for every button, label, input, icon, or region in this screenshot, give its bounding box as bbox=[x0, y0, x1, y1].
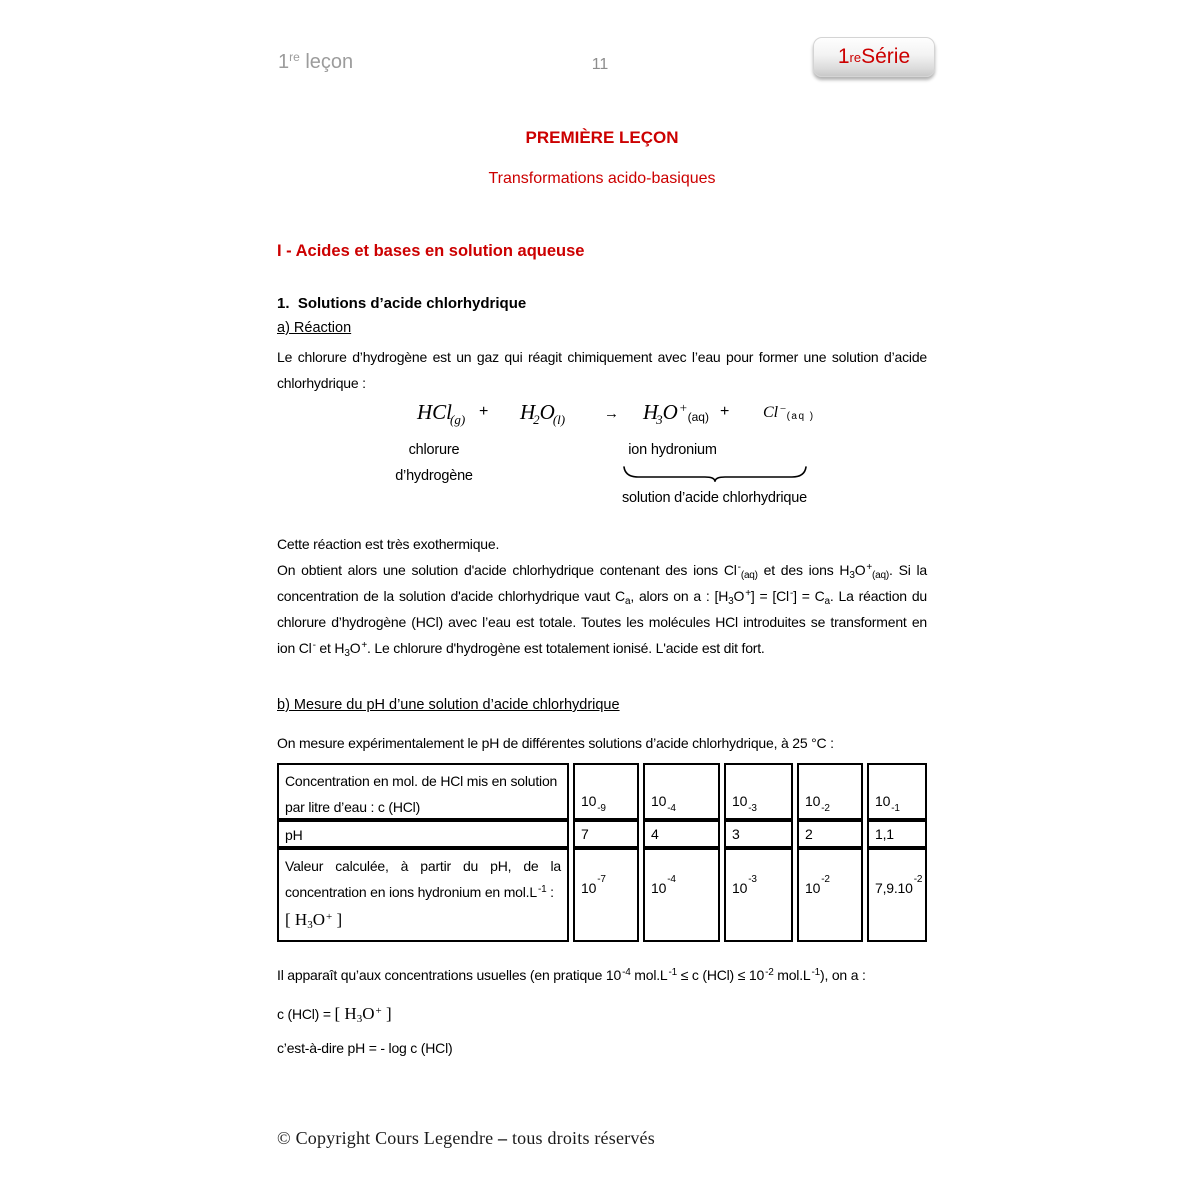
concentration-label-line1: Concentration en mol. de HCl mis en solution bbox=[285, 773, 558, 789]
table-cell-ph-label: pH bbox=[277, 820, 569, 848]
equation-term-h2o: $H_2O_{(l)}$ bbox=[520, 400, 566, 427]
reaction-arrow-icon: → bbox=[604, 405, 619, 422]
equation-term-hcl: HCl$_{(g)}$ bbox=[417, 400, 466, 427]
hydronium-formula: [ $H_3O^+$ ] bbox=[285, 910, 343, 931]
table-cell-concentration-value: 10 -1 bbox=[867, 763, 927, 820]
ph-table bbox=[277, 763, 927, 942]
subsection-heading: 1. Solutions d’acide chlorhydrique bbox=[277, 295, 527, 312]
table-cell-hydronium-value: 10 -4 bbox=[643, 848, 720, 942]
table-cell-ph-value: 3 bbox=[724, 820, 793, 848]
table-cell-concentration-value: 10 -2 bbox=[797, 763, 863, 820]
table-cell-ph-value: 1,1 bbox=[867, 820, 927, 848]
exothermic-paragraph: Cette réaction est très exothermique. bbox=[277, 536, 500, 552]
table-cell-hydronium-value: 10 -2 bbox=[797, 848, 863, 942]
table-cell-hydronium-label bbox=[277, 848, 569, 942]
lesson-ordinal-suffix: re bbox=[289, 50, 300, 64]
table-cell-hydronium-value: 10 -7 bbox=[573, 848, 639, 942]
plus-sign: + bbox=[479, 403, 489, 420]
series-ordinal-suffix: re bbox=[849, 49, 862, 65]
series-number: 1 bbox=[837, 45, 850, 68]
label-ion-hydronium: ion hydronium bbox=[628, 442, 717, 458]
table-cell-ph-value: 7 bbox=[573, 820, 639, 848]
table-cell-concentration-label bbox=[277, 763, 569, 820]
c-hcl-formula: c (HCl) = [ $H_3O^+$ ] bbox=[277, 1004, 392, 1025]
log-formula: c’est-à-dire pH = - log c (HCl) bbox=[277, 1040, 453, 1056]
table-cell-concentration-value: 10 -3 bbox=[724, 763, 793, 820]
table-cell-hydronium-value: 7,9.10 -2 bbox=[867, 848, 927, 942]
section-heading: I - Acides et bases en solution aqueuse bbox=[277, 242, 585, 260]
plus-sign: + bbox=[720, 403, 730, 420]
ph-measure-heading: b) Mesure du pH d’une solution d’acide chlorhydrique bbox=[277, 697, 620, 713]
underbrace-icon bbox=[622, 464, 808, 482]
page-number: 11 bbox=[591, 56, 609, 73]
table-cell-ph-value: 4 bbox=[643, 820, 720, 848]
label-chlorure-line1: chlorure bbox=[408, 442, 460, 458]
series-word: Série bbox=[861, 45, 911, 68]
usual-concentrations-paragraph: Il apparaît qu’aux concentrations usuelles (en pratique $10^{-4}$ $mol.L^{-1} \le c$ $(HCl) \le 10^{-2}$ $mol.L^{-1}$), on a : bbox=[277, 967, 866, 983]
table-cell-ph-value: 2 bbox=[797, 820, 863, 848]
table-cell-concentration-value: 10 -9 bbox=[573, 763, 639, 820]
chemical-equation bbox=[277, 400, 927, 515]
hydronium-label-text: Valeur calculée, à partir du pH, de la concentration en ions hydronium en $mol.L^{-1}$ : bbox=[285, 858, 561, 900]
subtitle: Transformations acido-basiques bbox=[488, 170, 716, 187]
equation-term-h3o: $H_3O^+(aq)$ bbox=[643, 400, 709, 427]
brace-label: solution d’acide chlorhydrique bbox=[621, 490, 808, 506]
footer-copyright: © Copyright Cours Legendre – tous droits réservés bbox=[277, 1128, 655, 1148]
series-badge bbox=[813, 37, 935, 77]
equation-term-cl: Cl−(aq ) bbox=[763, 403, 815, 422]
label-chlorure-line2: d’hydrogène bbox=[395, 468, 473, 484]
reaction-heading: a) Réaction bbox=[277, 320, 352, 336]
concentration-label-line2: par litre d’eau : c (HCl) bbox=[285, 799, 421, 815]
measure-paragraph: On mesure expérimentalement le pH de différentes solutions d’acide chlorhydrique, à 25 °C : bbox=[277, 735, 834, 751]
obtain-paragraph: On obtient alors une solution d'acide chlorhydrique contenant des ions $Cl^-_{(aq)}$ et des ions $H_3O^+_{(aq)}$. Si la concentration de la solution d'acide chlorhydrique vaut $C_a$, alors on a : $[H_3O^+] = [Cl^-] = C_a$. La réaction du chlorure d’hydrogène (HCl) avec l’eau est totale. Toutes les molécules HCl introduites se transforment en ion Cl- et $H_3O^+$. Le chlorure d'hydrogène est totalement ionisé. L'acide est dit fort. bbox=[277, 562, 927, 659]
lesson-word: leçon bbox=[299, 51, 354, 73]
table-cell-hydronium-value: 10 -3 bbox=[724, 848, 793, 942]
lesson-number: 1 bbox=[278, 51, 290, 73]
main-title: PREMIÈRE LEÇON bbox=[525, 128, 679, 147]
table-cell-concentration-value: 10 -4 bbox=[643, 763, 720, 820]
intro-paragraph: Le chlorure d’hydrogène est un gaz qui réagit chimiquement avec l’eau pour former une solution d’acide chlorhydrique : bbox=[277, 349, 927, 391]
